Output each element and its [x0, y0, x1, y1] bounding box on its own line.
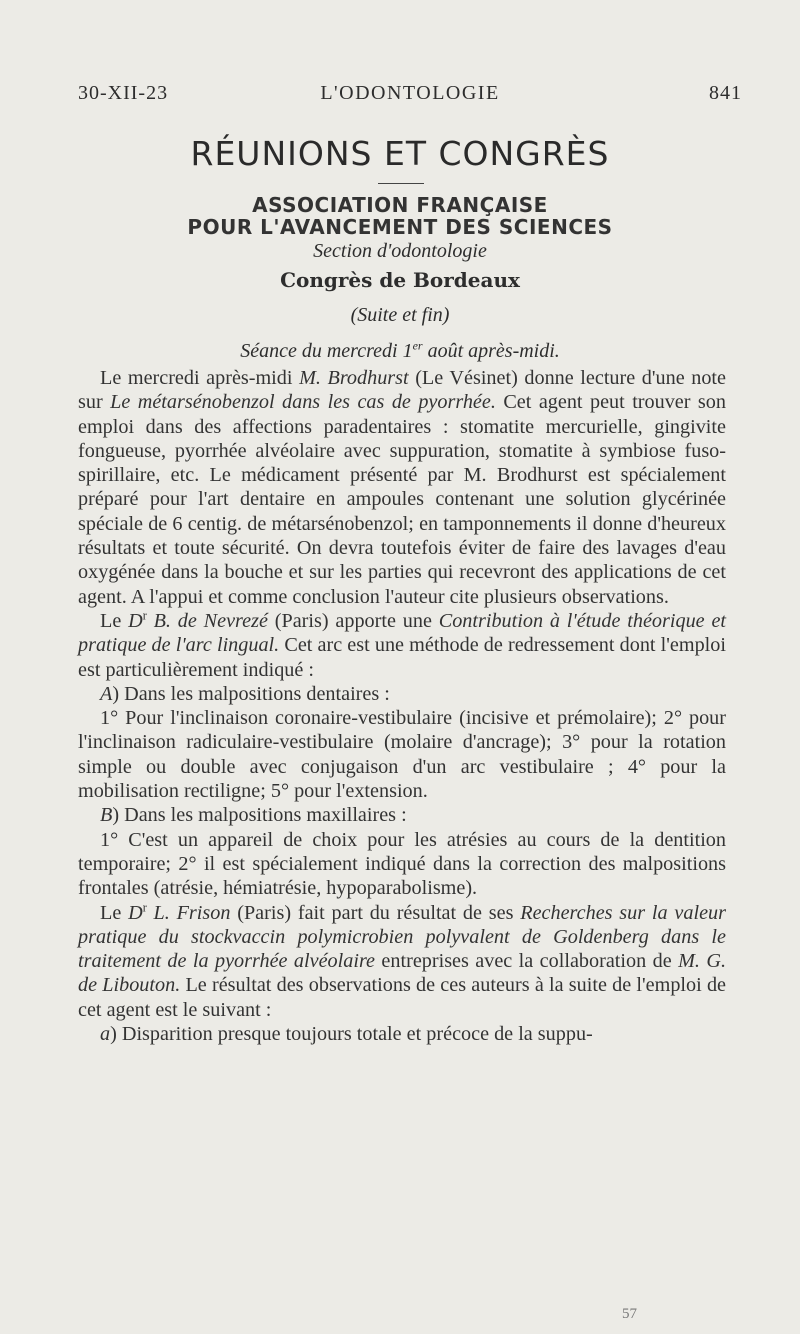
- paragraph-brodhurst: Le mercredi après-midi M. Brodhurst (Le Vésinet) donne lecture d'une note sur Le métarsénobenzol dans les cas de pyorrhée. Cet agent peut trouver son emploi dans des affections paradentaires : stomatite mercurielle, gingivite fongueuse, pyorrhée alvéolaire avec suppuration, stomatite à symbiose fuso-spirillaire, etc. Le médicament présenté par M. Brodhurst est spécialement préparé pour l'art dentaire en ampoules contenant une solution glycérinée spéciale de 6 centig. de métarsénobenzol; en tamponnements il donne d'heureux résultats et toute sécurité. On devra toutefois éviter de faire des lavages d'eau oxygénée dans la bouche et sur les parties qui recevront des applications de cet agent. A l'appui et comme conclusion l'auteur cite plusieurs observations.: [78, 367, 726, 608]
- list-heading-b: B) Dans les malpositions maxillaires :: [100, 804, 407, 827]
- journal-title: L'ODONTOLOGIE: [320, 82, 500, 104]
- paragraph-maxillary-list: 1° C'est un appareil de choix pour les atrésies au cours de la dentition temporaire; 2° il est spécialement indiqué dans la correction des malpositions frontales (atrésie, hémiatrésie, hypoparabolisme).: [78, 828, 726, 900]
- association-line-1: ASSOCIATION FRANÇAISE: [252, 193, 548, 217]
- congress-title: Congrès de Bordeaux: [280, 268, 520, 292]
- running-head: [78, 82, 742, 112]
- author-name: L. Frison: [146, 901, 231, 924]
- section-subtitle: Section d'odontologie: [313, 240, 487, 262]
- article-body: [78, 366, 726, 1046]
- continuation-note: (Suite et fin): [350, 304, 450, 326]
- section-heading: RÉUNIONS ET CONGRÈS: [190, 134, 610, 173]
- author-name: M. Brodhurst: [299, 367, 409, 389]
- list-heading-a: A) Dans les malpositions dentaires :: [100, 682, 390, 705]
- collaborator-name: M. G. de Libouton.: [78, 950, 726, 997]
- work-title: Contribution à l'étude théorique et pratique de l'arc lingual.: [78, 609, 727, 657]
- author-name: B. de Nevrezé: [146, 609, 268, 632]
- page-number: 841: [709, 82, 742, 104]
- list-item-a: a) Disparition presque toujours totale et précoce de la suppu-: [100, 1023, 593, 1046]
- paragraph-frison: Le $D^r$ L. Frison (Paris) fait part du résultat de ses Recherches sur la valeur pratique du stockvaccin polymicrobien polyvalent de Goldenberg dans le traitement de la pyorrhée alvéolaire entreprises avec la collaboration de M. G. de Libouton. Le résultat des observations de ces auteurs à la suite de l'emploi de cet agent est le suivant :: [78, 899, 727, 1021]
- paragraph-dental-list: 1° Pour l'inclinaison coronaire-vestibulaire (incisive et prémolaire); 2° pour l'inclinaison radiculaire-vestibulaire (molaire d'ancrage); 3° pour la rotation simple ou double avec conjugaison d'un arc vestibulaire ; 4° pour la mobilisation rectiligne; 5° pour l'extension.: [78, 707, 726, 803]
- work-title: Le métarsénobenzol dans les cas de pyorrhée.: [110, 391, 496, 414]
- signature-mark: 57: [622, 1306, 637, 1322]
- heading-rule: [378, 183, 424, 184]
- work-title: Recherches sur la valeur pratique du stockvaccin polymicrobien polyvalent de Goldenberg dans le traitement de la pyorrhée alvéolaire: [78, 901, 726, 973]
- paragraph-nevreze: Le $D^r$ B. de Nevrezé (Paris) apporte une Contribution à l'étude théorique et pratique de l'arc lingual. Cet arc est une méthode de redressement dont l'emploi est particulièrement indiqué :: [78, 608, 727, 681]
- association-line-2: POUR L'AVANCEMENT DES SCIENCES: [187, 215, 613, 239]
- session-heading: Séance du mercredi 1er août après-midi.: [240, 338, 560, 362]
- issue-date: 30-XII-23: [78, 82, 169, 104]
